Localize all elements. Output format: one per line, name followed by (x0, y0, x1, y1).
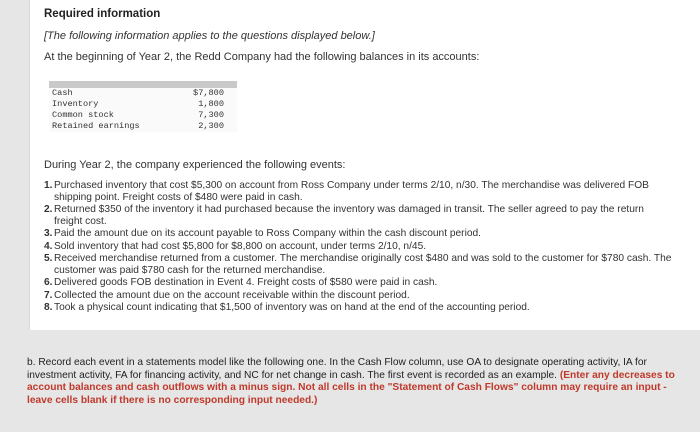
event-number: 8. (44, 302, 53, 313)
event-text: Collected the amount due on the account receivable within the discount period. (54, 289, 410, 301)
applies-note: [The following information applies to the questions displayed below.] (44, 30, 375, 42)
account-amount: 2,300 (198, 121, 224, 131)
part-b-emphasis: (Enter any decreases to account balances and cash outflows with a minus sign. Not all cells in the "Statement of Cash Flows" column may require an input - leave cells blank if there is no corresponding input needed.) (27, 369, 675, 406)
list-item (44, 290, 674, 302)
account-amount: 1,800 (198, 99, 224, 109)
event-number: 7. (44, 289, 53, 301)
event-text: Purchased inventory that cost $5,300 on account from Ross Company under terms 2/10, n/30. The merchandise was delivered FOB shipping point. Freight costs of $480 were paid in cash. (54, 180, 649, 203)
event-text: Received merchandise returned from a customer. The merchandise originally cost $480 and was sold to the customer for $780 cash. The customer was paid $780 cash for the returned merchandise. (54, 253, 672, 276)
part-b-instructions (27, 357, 682, 407)
account-name: Inventory (52, 99, 99, 109)
event-number: 6. (44, 277, 53, 288)
balances-table (49, 81, 237, 132)
event-text: Delivered goods FOB destination in Event 4. Freight costs of $580 were paid in cash. (54, 277, 438, 288)
event-text: Sold inventory that had cost $5,800 for $8,800 on account, under terms 2/10, n/45. (54, 240, 427, 252)
balance-row-inventory (49, 99, 237, 110)
balance-row-cash (49, 88, 237, 99)
event-text: Returned $350 of the inventory it had purchased because the inventory was damaged in transit. The seller agreed to pay the return freight cost. (54, 204, 644, 227)
list-item (44, 277, 674, 289)
balance-row-common-stock (49, 110, 237, 121)
account-name: Retained earnings (52, 121, 140, 131)
list-item (44, 302, 674, 314)
list-item (44, 204, 674, 227)
event-number: 3. (44, 228, 53, 239)
part-b-text: b. Record each event in a statements model like the following one. In the Cash Flow column, use OA to designate operating activity, IA for investment activity, FA for financing activity, and NC for net change in cash. The first event is recorded as an example. (27, 357, 647, 381)
events-intro: During Year 2, the company experienced the following events: (44, 159, 346, 171)
account-name: Common stock (52, 110, 114, 120)
list-item (44, 253, 674, 276)
event-text: Took a physical count indicating that $1,500 of inventory was on hand at the end of the accounting period. (54, 302, 530, 313)
account-amount: $7,800 (193, 88, 224, 98)
event-number: 4. (44, 240, 53, 252)
account-amount: 7,300 (198, 110, 224, 120)
event-number: 5. (44, 253, 53, 264)
event-number: 1. (44, 180, 53, 191)
required-information-heading: Required information (44, 8, 161, 20)
account-name: Cash (52, 88, 73, 98)
balance-row-retained-earnings (49, 121, 237, 132)
event-text: Paid the amount due on its account payable to Ross Company within the cash discount period. (54, 228, 481, 239)
list-item (44, 180, 674, 203)
list-item (44, 241, 674, 253)
events-list (44, 180, 674, 315)
balances-intro: At the beginning of Year 2, the Redd Company had the following balances in its accounts: (44, 51, 480, 63)
list-item (44, 228, 674, 240)
event-number: 2. (44, 204, 53, 215)
